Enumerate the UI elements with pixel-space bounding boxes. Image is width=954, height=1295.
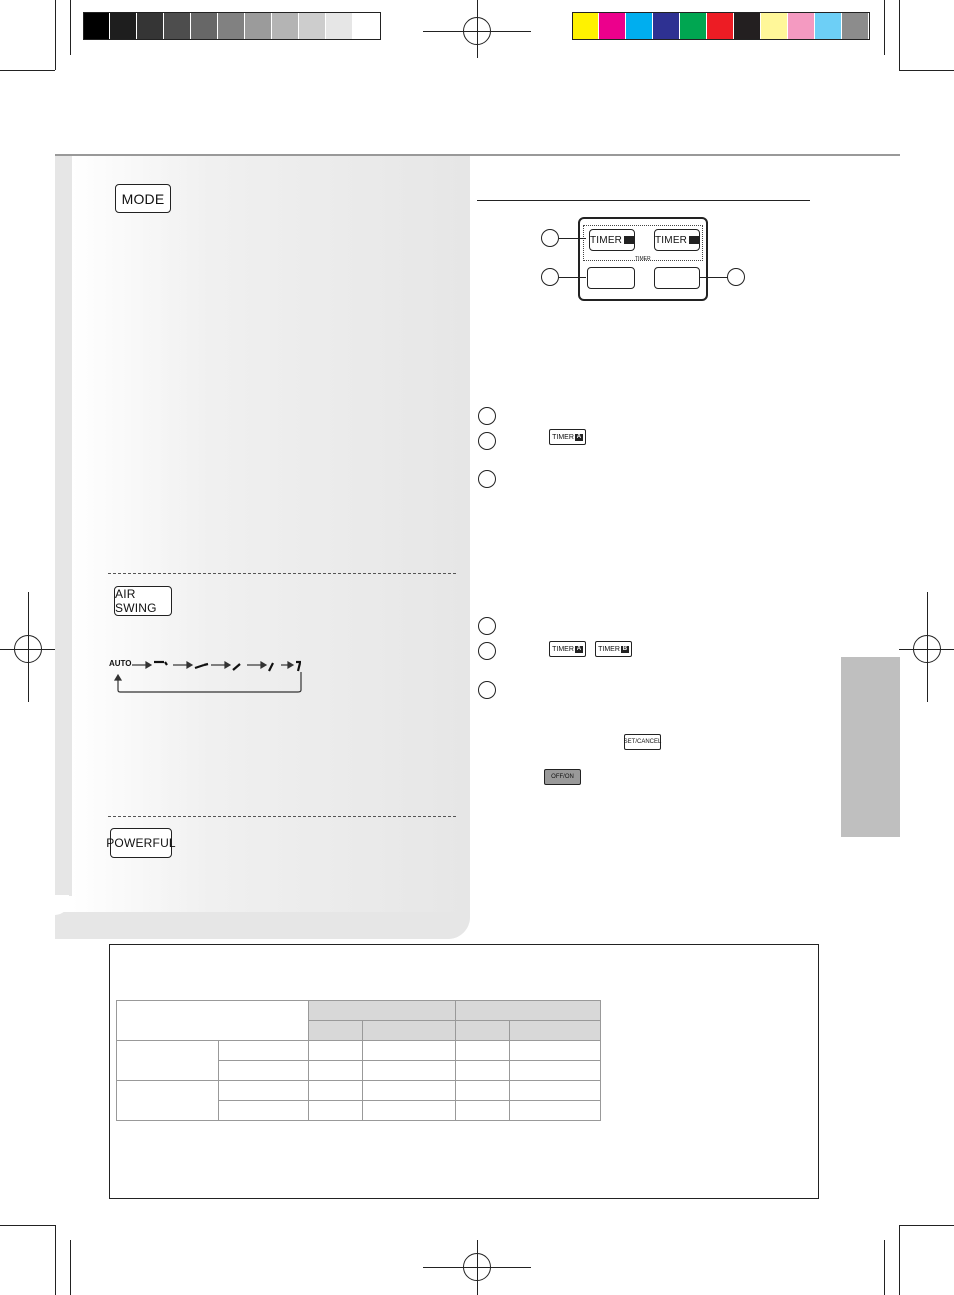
table-subheader: [510, 1021, 601, 1041]
table-cell: [309, 1061, 363, 1081]
callout-line-1: [559, 238, 586, 239]
table-cell: [219, 1041, 309, 1061]
table-row-group-cell: [117, 1081, 219, 1121]
timer-increase-button[interactable]: [654, 267, 700, 289]
inline-timer-a-icon: TIMER A: [549, 429, 586, 445]
table-row: [117, 1041, 601, 1061]
table-group-header-2: [456, 1001, 601, 1021]
panel-footer: [55, 912, 470, 939]
table-cell: [456, 1061, 510, 1081]
table-cell: [456, 1081, 510, 1101]
table-cell: [309, 1081, 363, 1101]
table-cell: [456, 1041, 510, 1061]
timer-a-button[interactable]: [589, 229, 635, 251]
swing-sequence-diagram: [108, 656, 308, 696]
step-marker-3b: [478, 681, 496, 699]
section-side-tab: [841, 657, 900, 837]
timer-b-button[interactable]: [654, 229, 700, 251]
table-corner-cell: [117, 1001, 309, 1041]
inline-timer-a-icon-2: TIMER A: [549, 641, 586, 657]
table-cell: [219, 1081, 309, 1101]
panel-left-strip: [55, 156, 72, 896]
section-heading-rule: [477, 200, 810, 201]
table-cell: [510, 1101, 601, 1121]
table-row: [117, 1081, 601, 1101]
table-cell: [363, 1081, 456, 1101]
table-header-row-1: [117, 1001, 601, 1021]
step-marker-2b: [478, 642, 496, 660]
timer-decrease-button[interactable]: [587, 267, 635, 289]
table-cell: [363, 1041, 456, 1061]
timer-a-label: TIMER: [590, 234, 623, 246]
table-cell: [510, 1041, 601, 1061]
air-swing-button-icon: AIR SWING: [114, 586, 172, 616]
table-cell: [363, 1061, 456, 1081]
timer-a-indicator-icon: [624, 236, 634, 244]
table-cell: [510, 1081, 601, 1101]
process-color-frame: [572, 12, 870, 40]
timer-b-indicator-icon: [689, 236, 699, 244]
section-divider-2: [108, 816, 456, 817]
swing-sequence-arrows: [108, 656, 308, 696]
timer-caption: TIMER: [635, 256, 651, 262]
step-marker-1: [478, 407, 496, 425]
table-cell: [363, 1101, 456, 1121]
section-divider-1: [108, 573, 456, 574]
table-cell: [309, 1041, 363, 1061]
inline-off-on-icon: OFF/ON: [544, 769, 581, 785]
table-cell: [309, 1101, 363, 1121]
spec-table: [116, 1000, 601, 1121]
table-cell: [219, 1061, 309, 1081]
powerful-button-icon: POWERFUL: [110, 828, 172, 858]
callout-marker-2: [541, 268, 559, 286]
step-marker-2: [478, 432, 496, 450]
callout-line-2: [559, 277, 586, 278]
callout-marker-1: [541, 229, 559, 247]
step-marker-3: [478, 470, 496, 488]
table-cell: [510, 1061, 601, 1081]
table-subheader: [363, 1021, 456, 1041]
step-marker-1b: [478, 617, 496, 635]
swing-auto-label: AUTO: [109, 659, 132, 668]
mode-button-icon: MODE: [115, 184, 171, 213]
remote-timer-diagram: [578, 217, 708, 301]
callout-line-3: [700, 277, 728, 278]
callout-marker-3: [727, 268, 745, 286]
table-row-group-cell: [117, 1041, 219, 1081]
table-cell: [456, 1101, 510, 1121]
inline-set-cancel-icon: SET/CANCEL: [624, 734, 661, 750]
table-subheader: [309, 1021, 363, 1041]
table-cell: [219, 1101, 309, 1121]
table-group-header-1: [309, 1001, 456, 1021]
inline-timer-b-icon: TIMER B: [595, 641, 632, 657]
table-subheader: [456, 1021, 510, 1041]
left-panel: [72, 156, 470, 939]
grayscale-frame: [83, 12, 381, 40]
timer-b-label: TIMER: [655, 234, 688, 246]
